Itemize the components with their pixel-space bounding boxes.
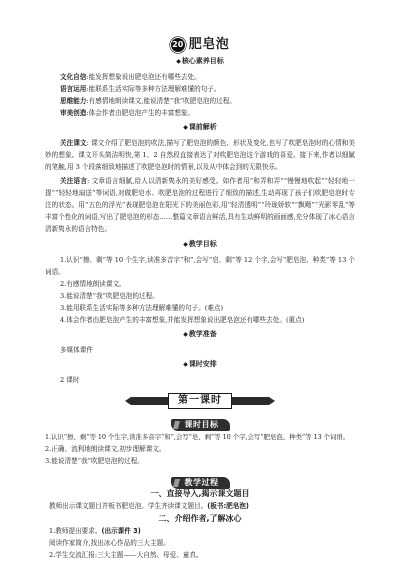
teaching-goal-item: 2.有感情地朗读课文。 [60,280,126,288]
core-goals-list [45,71,355,119]
step-line-note: (出示课件 3) [101,527,141,535]
paragraph-body: : 课文介绍了肥皂泡的吹法,描写了肥皂泡的颜色、形状及变化,也写了吹肥皂泡时的心情和美妙的想象。课文开头简洁明快,第 1、2 自然段直接表达了对吹肥皂泡这个游戏的喜爱。接下来,作者以细腻的笔触,用 3 个段落细致地描述了吹肥皂泡时的情景,以及从中体会到的无限快乐。 [45,139,355,171]
core-goal-item [45,83,355,95]
core-goal-text: :能联系生活实际等多种方法理解难懂的句子。 [86,85,221,93]
core-goal-text: :能发挥想象说出肥皂泡还有哪些去处。 [86,73,201,81]
session-goal-item: 3.能说清楚“我”吹肥皂泡的过程。 [45,457,144,465]
section-heading-text: 核心素养目标 [181,57,224,65]
session-banner-label: 第一课时 [168,393,232,409]
core-goal-text: :体会作者由肥皂泡产生的丰富想象。 [86,109,195,117]
section-heading-core-goals [45,56,355,66]
session-goal-item: 1.认识“擦、剩”等 10 个生字,读准多音字“和”,会写“皂、剩”等 10 个字,会写“肥皂泡、种类”等 13 个词语。 [45,433,350,441]
preparation-text: 多媒体课件 [60,346,93,354]
session-goal-item: 2.正确、流利地朗读课文,初步理解课文。 [45,445,166,453]
teaching-goal-item: 3.能用联系生活实际等多种方法理解难懂的句子。(难点) [60,304,224,312]
step-line [45,549,355,561]
analysis-paragraph-text [45,137,355,173]
core-goal-item [45,95,355,107]
session-banner [125,393,275,409]
session-goals-badge [171,419,230,431]
section-heading-text: 课前解析 [188,123,217,131]
session-goals-badge-row [45,412,355,429]
section-heading-text: 教学准备 [188,330,217,338]
step-line [45,537,355,549]
lesson-title-text: 肥皂泡 [188,37,230,52]
core-goal-item [45,71,355,83]
section-heading-text: 课时安排 [188,360,217,368]
schedule-text: 2 课时 [60,376,80,384]
teaching-goals-list [45,254,355,326]
core-goal-text: :有感情地朗读课文,能说清楚“我”吹肥皂泡的过程。 [86,97,236,105]
section-heading-schedule [45,359,355,369]
core-goal-label: 审美创造 [60,109,87,117]
session-goals-list [45,431,355,467]
badge-mark-icon [172,421,179,429]
step-line-note: (板书:肥皂泡) [207,502,249,510]
lesson-number-badge: 20 [171,38,185,52]
paragraph-label: 关注课文 [60,139,87,147]
teaching-goal-item: 3.能说清楚“我”吹肥皂泡的过程。 [60,292,159,300]
section-heading-preparation [45,329,355,339]
teaching-goal-item: 1.认识“擦、剩”等 10 个生字,读准多音字“和”,会写“皂、剩”等 12 个字,会写“肥皂泡、种类”等 13 个词语。 [45,256,355,276]
step-line-text: 阅读作家简介,找出冰心作品的三大主题。 [49,539,170,547]
step-line-text: 2.学生交流汇报:三大主题——大自然、母爱、童真。 [49,551,203,559]
process-badge-row [45,470,355,487]
step-heading: 二、介绍作者,了解冰心 [158,514,242,523]
analysis-paragraph-language [45,175,355,235]
lesson-title [45,36,355,54]
step-heading: 一、直接导入,揭示课文题目 [150,489,250,498]
badge-label: 教学过程 [184,478,219,487]
paragraph-label: 关注语言 [60,177,88,185]
step-line-text: 1.教师提出要求。 [49,527,102,535]
badge-mark-icon [172,479,179,487]
paragraph-body: : 文章语言细腻,给人以清新隽永的美好感受。如作者用“和弄和弄”“慢慢地吹起”“轻轻地一提”“轻轻地扇送”等词语,对做肥皂水、吹肥皂泡的过程进行了细致的描述,生动再现了孩子们吹肥皂泡时专注的状态。用“五色的浮光”表现肥皂泡在阳光下的美丽色彩,用“轻清透明”“玲珑娇软”“飘飏”“光影零乱”等丰富个性化的词语,写出了肥皂泡的形态……整篇文章语言鲜活,具有生动鲜明的画面感,充分体现了冰心语言清新隽永的语言特色。 [45,177,355,233]
page-content [45,36,355,561]
section-heading-text: 教学目标 [188,240,217,248]
teaching-goal-item: 4.体会作者由肥皂泡产生的丰富想象,并能发挥想象说出肥皂泡还有哪些去处。(重点) [60,316,305,324]
section-heading-teaching-goals [45,239,355,249]
teaching-process-badge [171,477,230,489]
badge-label: 课时目标 [184,420,219,429]
core-goal-label: 文化自信 [60,73,87,81]
step-line [45,500,355,512]
core-goal-item [45,107,355,119]
core-goal-label: 思维能力 [60,97,87,105]
step-line [45,525,355,537]
core-goal-label: 语言运用 [60,85,87,93]
section-heading-pre-analysis [45,122,355,132]
step-line-text: 教师出示课文题目并板书肥皂泡。学生齐读课文题目。 [49,502,208,510]
